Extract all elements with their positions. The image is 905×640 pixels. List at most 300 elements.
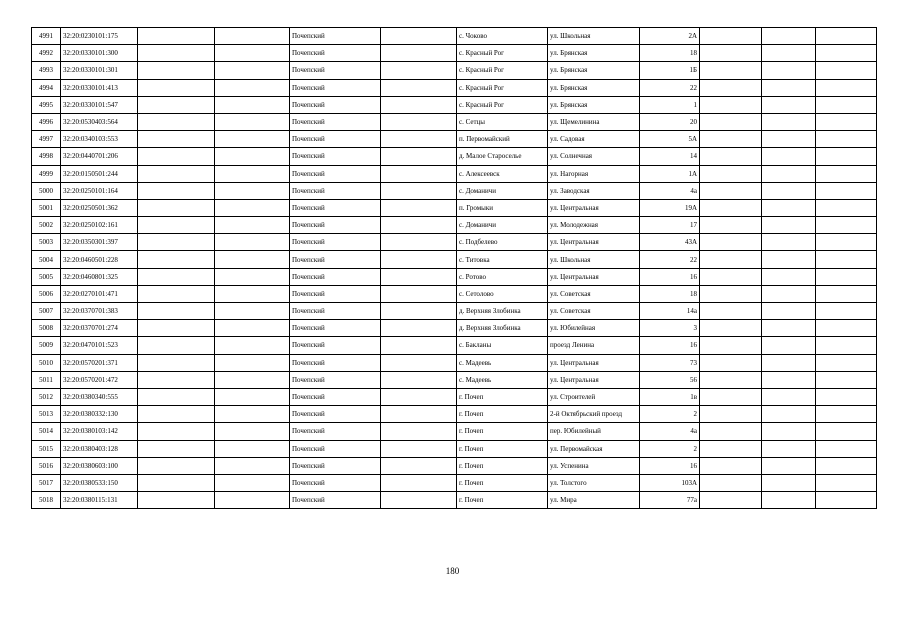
cell-settlement: с. Сетолово bbox=[457, 285, 548, 302]
cell-district: Почепский bbox=[290, 474, 381, 491]
cell-street: проезд Ленина bbox=[548, 337, 640, 354]
cell-empty bbox=[215, 148, 290, 165]
cell-house: 17 bbox=[640, 217, 700, 234]
cell-empty bbox=[700, 96, 762, 113]
cell-empty bbox=[138, 182, 215, 199]
cell-empty bbox=[762, 354, 816, 371]
cell-empty bbox=[700, 45, 762, 62]
cell-empty bbox=[816, 320, 877, 337]
cell-settlement: с. Мадеевь bbox=[457, 354, 548, 371]
cell-house: 73 bbox=[640, 354, 700, 371]
cell-row-number: 5004 bbox=[32, 251, 61, 268]
cell-cadastral-number: 32:20:0330101:301 bbox=[61, 62, 138, 79]
cell-cadastral-number: 32:20:0380340:555 bbox=[61, 388, 138, 405]
cell-settlement: с. Чоково bbox=[457, 28, 548, 45]
cell-district: Почепский bbox=[290, 148, 381, 165]
cell-empty bbox=[700, 474, 762, 491]
cell-street: ул. Садовая bbox=[548, 131, 640, 148]
table-row bbox=[32, 217, 877, 234]
cell-empty bbox=[138, 423, 215, 440]
table-row bbox=[32, 320, 877, 337]
cell-empty bbox=[816, 251, 877, 268]
cell-row-number: 5009 bbox=[32, 337, 61, 354]
cell-empty bbox=[700, 268, 762, 285]
cell-empty bbox=[816, 474, 877, 491]
cell-empty bbox=[138, 96, 215, 113]
cell-empty bbox=[816, 199, 877, 216]
cell-cadastral-number: 32:20:0250501:362 bbox=[61, 199, 138, 216]
cell-house: 1Б bbox=[640, 62, 700, 79]
cell-empty bbox=[381, 217, 457, 234]
cell-district: Почепский bbox=[290, 388, 381, 405]
cell-empty bbox=[138, 113, 215, 130]
cell-empty bbox=[138, 268, 215, 285]
cell-house: 1в bbox=[640, 388, 700, 405]
cell-empty bbox=[381, 251, 457, 268]
cell-empty bbox=[381, 337, 457, 354]
cell-empty bbox=[816, 406, 877, 423]
cell-empty bbox=[762, 79, 816, 96]
cell-empty bbox=[215, 303, 290, 320]
cell-empty bbox=[381, 320, 457, 337]
cell-cadastral-number: 32:20:0460501:228 bbox=[61, 251, 138, 268]
cell-empty bbox=[816, 337, 877, 354]
table-row bbox=[32, 199, 877, 216]
cell-empty bbox=[381, 113, 457, 130]
cell-house: 1А bbox=[640, 165, 700, 182]
cell-district: Почепский bbox=[290, 371, 381, 388]
cell-empty bbox=[762, 234, 816, 251]
cell-house: 18 bbox=[640, 45, 700, 62]
cell-street: ул. Щемелинина bbox=[548, 113, 640, 130]
cell-empty bbox=[138, 337, 215, 354]
cell-street: ул. Центральная bbox=[548, 234, 640, 251]
cell-empty bbox=[700, 492, 762, 509]
cell-empty bbox=[215, 457, 290, 474]
cell-empty bbox=[816, 62, 877, 79]
cell-street: ул. Строителей bbox=[548, 388, 640, 405]
cell-street: ул. Нагорная bbox=[548, 165, 640, 182]
cell-settlement: с. Красный Рог bbox=[457, 62, 548, 79]
cell-district: Почепский bbox=[290, 457, 381, 474]
cell-row-number: 5010 bbox=[32, 354, 61, 371]
cell-empty bbox=[215, 96, 290, 113]
cell-settlement: с. Мадеевь bbox=[457, 371, 548, 388]
cell-cadastral-number: 32:20:0150501:244 bbox=[61, 165, 138, 182]
cell-empty bbox=[816, 96, 877, 113]
cell-empty bbox=[762, 303, 816, 320]
cell-empty bbox=[700, 113, 762, 130]
registry-table bbox=[31, 27, 877, 509]
cell-empty bbox=[816, 131, 877, 148]
cell-empty bbox=[381, 371, 457, 388]
cell-empty bbox=[381, 165, 457, 182]
cell-street: ул. Центральная bbox=[548, 268, 640, 285]
table-row bbox=[32, 337, 877, 354]
cell-street: ул. Школьная bbox=[548, 251, 640, 268]
cell-street: ул. Брянская bbox=[548, 96, 640, 113]
table-row bbox=[32, 371, 877, 388]
cell-settlement: с. Красный Рог bbox=[457, 79, 548, 96]
cell-empty bbox=[762, 165, 816, 182]
cell-empty bbox=[700, 354, 762, 371]
table-row bbox=[32, 182, 877, 199]
cell-empty bbox=[700, 148, 762, 165]
cell-empty bbox=[816, 268, 877, 285]
cell-empty bbox=[762, 45, 816, 62]
cell-cadastral-number: 32:20:0340103:553 bbox=[61, 131, 138, 148]
cell-cadastral-number: 32:20:0440701:206 bbox=[61, 148, 138, 165]
cell-empty bbox=[381, 234, 457, 251]
cell-empty bbox=[381, 182, 457, 199]
cell-empty bbox=[138, 234, 215, 251]
cell-empty bbox=[138, 492, 215, 509]
table-row bbox=[32, 354, 877, 371]
cell-empty bbox=[816, 457, 877, 474]
cell-row-number: 5000 bbox=[32, 182, 61, 199]
cell-empty bbox=[816, 79, 877, 96]
cell-empty bbox=[381, 131, 457, 148]
cell-house: 77а bbox=[640, 492, 700, 509]
cell-district: Почепский bbox=[290, 79, 381, 96]
registry-sheet bbox=[31, 27, 877, 509]
cell-cadastral-number: 32:20:0330101:413 bbox=[61, 79, 138, 96]
cell-empty bbox=[762, 337, 816, 354]
cell-street: ул. Центральная bbox=[548, 371, 640, 388]
cell-empty bbox=[138, 371, 215, 388]
cell-settlement: г. Почеп bbox=[457, 474, 548, 491]
cell-empty bbox=[215, 337, 290, 354]
cell-settlement: с. Красный Рог bbox=[457, 45, 548, 62]
cell-cadastral-number: 32:20:0380332:130 bbox=[61, 406, 138, 423]
cell-street: ул. Толстого bbox=[548, 474, 640, 491]
cell-street: ул. Мира bbox=[548, 492, 640, 509]
cell-row-number: 5007 bbox=[32, 303, 61, 320]
cell-house: 4а bbox=[640, 423, 700, 440]
cell-district: Почепский bbox=[290, 113, 381, 130]
cell-empty bbox=[700, 388, 762, 405]
cell-street: ул. Советская bbox=[548, 303, 640, 320]
cell-empty bbox=[215, 234, 290, 251]
cell-house: 3 bbox=[640, 320, 700, 337]
cell-cadastral-number: 32:20:0470101:523 bbox=[61, 337, 138, 354]
cell-empty bbox=[762, 113, 816, 130]
cell-empty bbox=[381, 303, 457, 320]
table-row bbox=[32, 62, 877, 79]
table-row bbox=[32, 457, 877, 474]
cell-empty bbox=[762, 492, 816, 509]
cell-settlement: г. Почеп bbox=[457, 423, 548, 440]
cell-empty bbox=[381, 423, 457, 440]
cell-empty bbox=[138, 28, 215, 45]
cell-street: ул. Центральная bbox=[548, 354, 640, 371]
cell-cadastral-number: 32:20:0380533:150 bbox=[61, 474, 138, 491]
cell-empty bbox=[762, 474, 816, 491]
cell-district: Почепский bbox=[290, 131, 381, 148]
cell-cadastral-number: 32:20:0380103:142 bbox=[61, 423, 138, 440]
cell-district: Почепский bbox=[290, 354, 381, 371]
cell-empty bbox=[700, 79, 762, 96]
cell-empty bbox=[381, 96, 457, 113]
cell-house: 16 bbox=[640, 268, 700, 285]
cell-empty bbox=[215, 217, 290, 234]
cell-cadastral-number: 32:20:0370701:274 bbox=[61, 320, 138, 337]
cell-empty bbox=[762, 285, 816, 302]
cell-cadastral-number: 32:20:0570201:472 bbox=[61, 371, 138, 388]
cell-empty bbox=[215, 492, 290, 509]
table-row bbox=[32, 251, 877, 268]
cell-empty bbox=[762, 131, 816, 148]
table-row bbox=[32, 440, 877, 457]
cell-empty bbox=[762, 406, 816, 423]
table-row bbox=[32, 285, 877, 302]
cell-empty bbox=[762, 320, 816, 337]
cell-house: 14 bbox=[640, 148, 700, 165]
table-row bbox=[32, 131, 877, 148]
cell-row-number: 4997 bbox=[32, 131, 61, 148]
cell-street: ул. Советская bbox=[548, 285, 640, 302]
cell-empty bbox=[138, 457, 215, 474]
cell-settlement: с. Ротово bbox=[457, 268, 548, 285]
cell-empty bbox=[138, 79, 215, 96]
cell-empty bbox=[700, 337, 762, 354]
cell-cadastral-number: 32:20:0530403:564 bbox=[61, 113, 138, 130]
cell-cadastral-number: 32:20:0250102:161 bbox=[61, 217, 138, 234]
cell-row-number: 5013 bbox=[32, 406, 61, 423]
cell-empty bbox=[700, 28, 762, 45]
cell-row-number: 4991 bbox=[32, 28, 61, 45]
cell-empty bbox=[381, 148, 457, 165]
cell-empty bbox=[381, 285, 457, 302]
cell-empty bbox=[381, 457, 457, 474]
cell-empty bbox=[762, 457, 816, 474]
table-row bbox=[32, 234, 877, 251]
cell-row-number: 4994 bbox=[32, 79, 61, 96]
cell-street: ул. Брянская bbox=[548, 62, 640, 79]
cell-empty bbox=[816, 45, 877, 62]
cell-empty bbox=[762, 182, 816, 199]
cell-settlement: с. Красный Рог bbox=[457, 96, 548, 113]
cell-cadastral-number: 32:20:0250101:164 bbox=[61, 182, 138, 199]
cell-settlement: п. Первомайский bbox=[457, 131, 548, 148]
cell-house: 22 bbox=[640, 79, 700, 96]
cell-district: Почепский bbox=[290, 303, 381, 320]
cell-cadastral-number: 32:20:0380603:100 bbox=[61, 457, 138, 474]
cell-empty bbox=[138, 131, 215, 148]
cell-cadastral-number: 32:20:0330101:547 bbox=[61, 96, 138, 113]
cell-empty bbox=[816, 492, 877, 509]
cell-empty bbox=[138, 440, 215, 457]
cell-district: Почепский bbox=[290, 423, 381, 440]
registry-body bbox=[32, 28, 877, 509]
cell-cadastral-number: 32:20:0330101:300 bbox=[61, 45, 138, 62]
cell-street: ул. Брянская bbox=[548, 79, 640, 96]
cell-street: ул. Школьная bbox=[548, 28, 640, 45]
cell-street: 2-й Октябрьский проезд bbox=[548, 406, 640, 423]
cell-empty bbox=[215, 62, 290, 79]
cell-street: ул. Первомайская bbox=[548, 440, 640, 457]
cell-house: 19А bbox=[640, 199, 700, 216]
cell-house: 2 bbox=[640, 406, 700, 423]
cell-row-number: 5008 bbox=[32, 320, 61, 337]
cell-empty bbox=[215, 285, 290, 302]
cell-empty bbox=[381, 354, 457, 371]
cell-district: Почепский bbox=[290, 440, 381, 457]
cell-empty bbox=[816, 113, 877, 130]
cell-empty bbox=[215, 423, 290, 440]
cell-settlement: г. Почеп bbox=[457, 406, 548, 423]
cell-row-number: 4999 bbox=[32, 165, 61, 182]
table-row bbox=[32, 79, 877, 96]
cell-row-number: 4993 bbox=[32, 62, 61, 79]
cell-empty bbox=[762, 388, 816, 405]
cell-district: Почепский bbox=[290, 217, 381, 234]
cell-row-number: 4996 bbox=[32, 113, 61, 130]
cell-empty bbox=[816, 303, 877, 320]
cell-empty bbox=[816, 217, 877, 234]
cell-house: 18 bbox=[640, 285, 700, 302]
table-row bbox=[32, 423, 877, 440]
cell-empty bbox=[215, 371, 290, 388]
cell-empty bbox=[138, 251, 215, 268]
cell-empty bbox=[700, 406, 762, 423]
cell-row-number: 5014 bbox=[32, 423, 61, 440]
cell-district: Почепский bbox=[290, 96, 381, 113]
cell-empty bbox=[762, 199, 816, 216]
cell-row-number: 5018 bbox=[32, 492, 61, 509]
cell-empty bbox=[700, 234, 762, 251]
cell-empty bbox=[762, 28, 816, 45]
cell-house: 20 bbox=[640, 113, 700, 130]
cell-empty bbox=[138, 199, 215, 216]
cell-empty bbox=[816, 165, 877, 182]
cell-empty bbox=[816, 354, 877, 371]
cell-settlement: д. Малое Староселье bbox=[457, 148, 548, 165]
cell-district: Почепский bbox=[290, 199, 381, 216]
cell-empty bbox=[816, 28, 877, 45]
cell-settlement: с. Подбелево bbox=[457, 234, 548, 251]
cell-empty bbox=[138, 285, 215, 302]
table-row bbox=[32, 268, 877, 285]
cell-empty bbox=[215, 131, 290, 148]
cell-settlement: г. Почеп bbox=[457, 440, 548, 457]
table-row bbox=[32, 96, 877, 113]
cell-street: ул. Брянская bbox=[548, 45, 640, 62]
cell-empty bbox=[762, 217, 816, 234]
cell-row-number: 5001 bbox=[32, 199, 61, 216]
cell-row-number: 5002 bbox=[32, 217, 61, 234]
cell-empty bbox=[138, 320, 215, 337]
cell-empty bbox=[138, 45, 215, 62]
cell-empty bbox=[381, 62, 457, 79]
table-row bbox=[32, 165, 877, 182]
cell-settlement: с. Бакланы bbox=[457, 337, 548, 354]
cell-empty bbox=[762, 268, 816, 285]
table-row bbox=[32, 28, 877, 45]
cell-cadastral-number: 32:20:0570201:371 bbox=[61, 354, 138, 371]
cell-empty bbox=[381, 45, 457, 62]
cell-empty bbox=[762, 371, 816, 388]
cell-settlement: с. Доманичи bbox=[457, 217, 548, 234]
cell-empty bbox=[381, 474, 457, 491]
cell-district: Почепский bbox=[290, 337, 381, 354]
cell-empty bbox=[138, 148, 215, 165]
table-row bbox=[32, 474, 877, 491]
cell-empty bbox=[215, 79, 290, 96]
cell-settlement: г. Почеп bbox=[457, 388, 548, 405]
cell-row-number: 5011 bbox=[32, 371, 61, 388]
cell-empty bbox=[816, 182, 877, 199]
cell-empty bbox=[700, 165, 762, 182]
cell-street: ул. Солнечная bbox=[548, 148, 640, 165]
cell-house: 2А bbox=[640, 28, 700, 45]
cell-settlement: с. Доманичи bbox=[457, 182, 548, 199]
cell-cadastral-number: 32:20:0350301:397 bbox=[61, 234, 138, 251]
cell-empty bbox=[816, 371, 877, 388]
cell-house: 56 bbox=[640, 371, 700, 388]
cell-district: Почепский bbox=[290, 62, 381, 79]
table-row bbox=[32, 113, 877, 130]
cell-empty bbox=[700, 440, 762, 457]
cell-settlement: с. Сетцы bbox=[457, 113, 548, 130]
cell-empty bbox=[215, 182, 290, 199]
cell-empty bbox=[700, 251, 762, 268]
cell-empty bbox=[215, 354, 290, 371]
cell-cadastral-number: 32:20:0460801:325 bbox=[61, 268, 138, 285]
cell-house: 14а bbox=[640, 303, 700, 320]
cell-empty bbox=[816, 440, 877, 457]
cell-empty bbox=[215, 440, 290, 457]
cell-district: Почепский bbox=[290, 251, 381, 268]
cell-district: Почепский bbox=[290, 406, 381, 423]
cell-row-number: 4995 bbox=[32, 96, 61, 113]
cell-empty bbox=[762, 148, 816, 165]
cell-settlement: г. Почеп bbox=[457, 492, 548, 509]
cell-empty bbox=[700, 182, 762, 199]
cell-empty bbox=[215, 474, 290, 491]
cell-empty bbox=[215, 320, 290, 337]
cell-district: Почепский bbox=[290, 182, 381, 199]
cell-street: ул. Юбилейная bbox=[548, 320, 640, 337]
cell-row-number: 5016 bbox=[32, 457, 61, 474]
cell-empty bbox=[700, 457, 762, 474]
cell-empty bbox=[700, 371, 762, 388]
cell-empty bbox=[762, 423, 816, 440]
cell-house: 16 bbox=[640, 337, 700, 354]
table-row bbox=[32, 148, 877, 165]
cell-settlement: с. Титовка bbox=[457, 251, 548, 268]
cell-empty bbox=[215, 165, 290, 182]
cell-empty bbox=[138, 388, 215, 405]
cell-empty bbox=[215, 251, 290, 268]
cell-settlement: с. Алексеевск bbox=[457, 165, 548, 182]
cell-row-number: 5012 bbox=[32, 388, 61, 405]
cell-empty bbox=[700, 423, 762, 440]
cell-empty bbox=[215, 388, 290, 405]
cell-row-number: 5005 bbox=[32, 268, 61, 285]
cell-empty bbox=[138, 474, 215, 491]
table-row bbox=[32, 406, 877, 423]
cell-empty bbox=[138, 406, 215, 423]
cell-empty bbox=[700, 199, 762, 216]
cell-cadastral-number: 32:20:0380403:128 bbox=[61, 440, 138, 457]
cell-house: 5А bbox=[640, 131, 700, 148]
cell-house: 103А bbox=[640, 474, 700, 491]
table-row bbox=[32, 45, 877, 62]
cell-house: 43А bbox=[640, 234, 700, 251]
table-row bbox=[32, 388, 877, 405]
cell-empty bbox=[700, 285, 762, 302]
